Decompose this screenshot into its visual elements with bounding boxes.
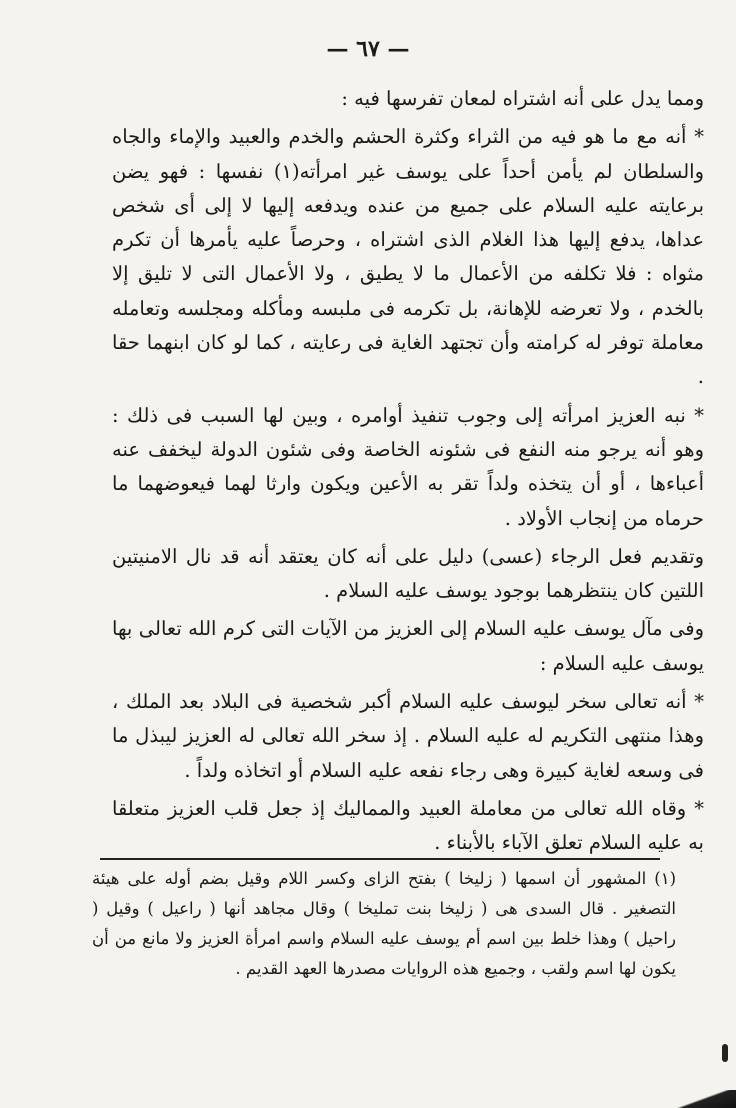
paragraph: وتقديم فعل الرجاء (عسى) دليل على أنه كان يعتقد أنه قد نال الامنيتين اللتين كان ينتظرهما بوجود يوسف عليه السلام . bbox=[112, 544, 704, 603]
body-text bbox=[112, 82, 704, 865]
paragraph: * أنه مع ما هو فيه من الثراء وكثرة الحشم والخدم والعبيد والإماء والجاه والسلطان لم يأمن أحداً على يوسف غير امرأته(١) نفسها : فهو يضن برعايته عليه السلام على جميع من عنده ويدفعه إليها لا إلى أى شخص عداها، يدفع إليها هذا الغلام الذى اشتراه ، وحرصاً عليه يأمرها أن تكرم مثواه : فلا تكلفه من الأعمال ما لا يطيق ، ولا الأعمال التى لا تليق إلا بالخدم ، ولا تعرضه للإهانة، بل تكرمه فى ملبسه ومأكله ومجلسه وتعامله معاملة توفر له كرامته وأن تجتهد الغاية فى رعايته ، كما لو كان ابنهما حقا . bbox=[112, 125, 705, 389]
margin-mark bbox=[722, 1044, 728, 1062]
page-number: — ٦٧ — bbox=[326, 36, 410, 62]
paragraph: * نبه العزيز امرأته إلى وجوب تنفيذ أوامره ، وبين لها السبب فى ذلك : وهو أنه يرجو منه النفع فى شئونه الخاصة وفى شئون الدولة ليخفف عنه أعباءها ، أو أن يتخذه ولداً تقر به الأعين ويكون وارثا لهما فيعوضهما ما حرماه من إنجاب الأولاد . bbox=[112, 403, 704, 530]
page-corner-shadow bbox=[676, 1090, 736, 1108]
paragraph: * وقاه الله تعالى من معاملة العبيد والمماليك إذ جعل قلب العزيز متعلقا به عليه السلام تعلق الآباء بالأبناء . bbox=[112, 796, 704, 855]
paragraph: ومما يدل على أنه اشتراه لمعان تفرسها فيه : bbox=[341, 87, 704, 110]
footnotes bbox=[92, 864, 676, 984]
paragraph: وفى مآل يوسف عليه السلام إلى العزيز من الآيات التى كرم الله تعالى بها يوسف عليه السلام : bbox=[112, 617, 704, 675]
paragraph: * أنه تعالى سخر ليوسف عليه السلام أكبر شخصية فى البلاد بعد الملك ، وهذا منتهى التكريم له عليه السلام . إذ سخر الله تعالى له العزيز ليبذل ما فى وسعه لغاية كبيرة وهى رجاء نفعه عليه السلام أو اتخاذه ولداً . bbox=[112, 690, 704, 782]
footnote-rule bbox=[100, 858, 660, 860]
footnote: (١) المشهور أن اسمها ( زليخا ) بفتح الزاى وكسر اللام وقيل بضم أوله على هيئة التصغير . قال السدى هى ( زليخا بنت تمليخا ) وقال مجاهد أنها ( راعيل ) وقيل ( راحيل ) وهذا خلط بين اسم أم يوسف عليه السلام واسم امرأة العزيز ولا مانع من أن يكون لها اسم ولقب ، وجميع هذه الروايات مصدرها العهد القديم . bbox=[92, 869, 676, 978]
